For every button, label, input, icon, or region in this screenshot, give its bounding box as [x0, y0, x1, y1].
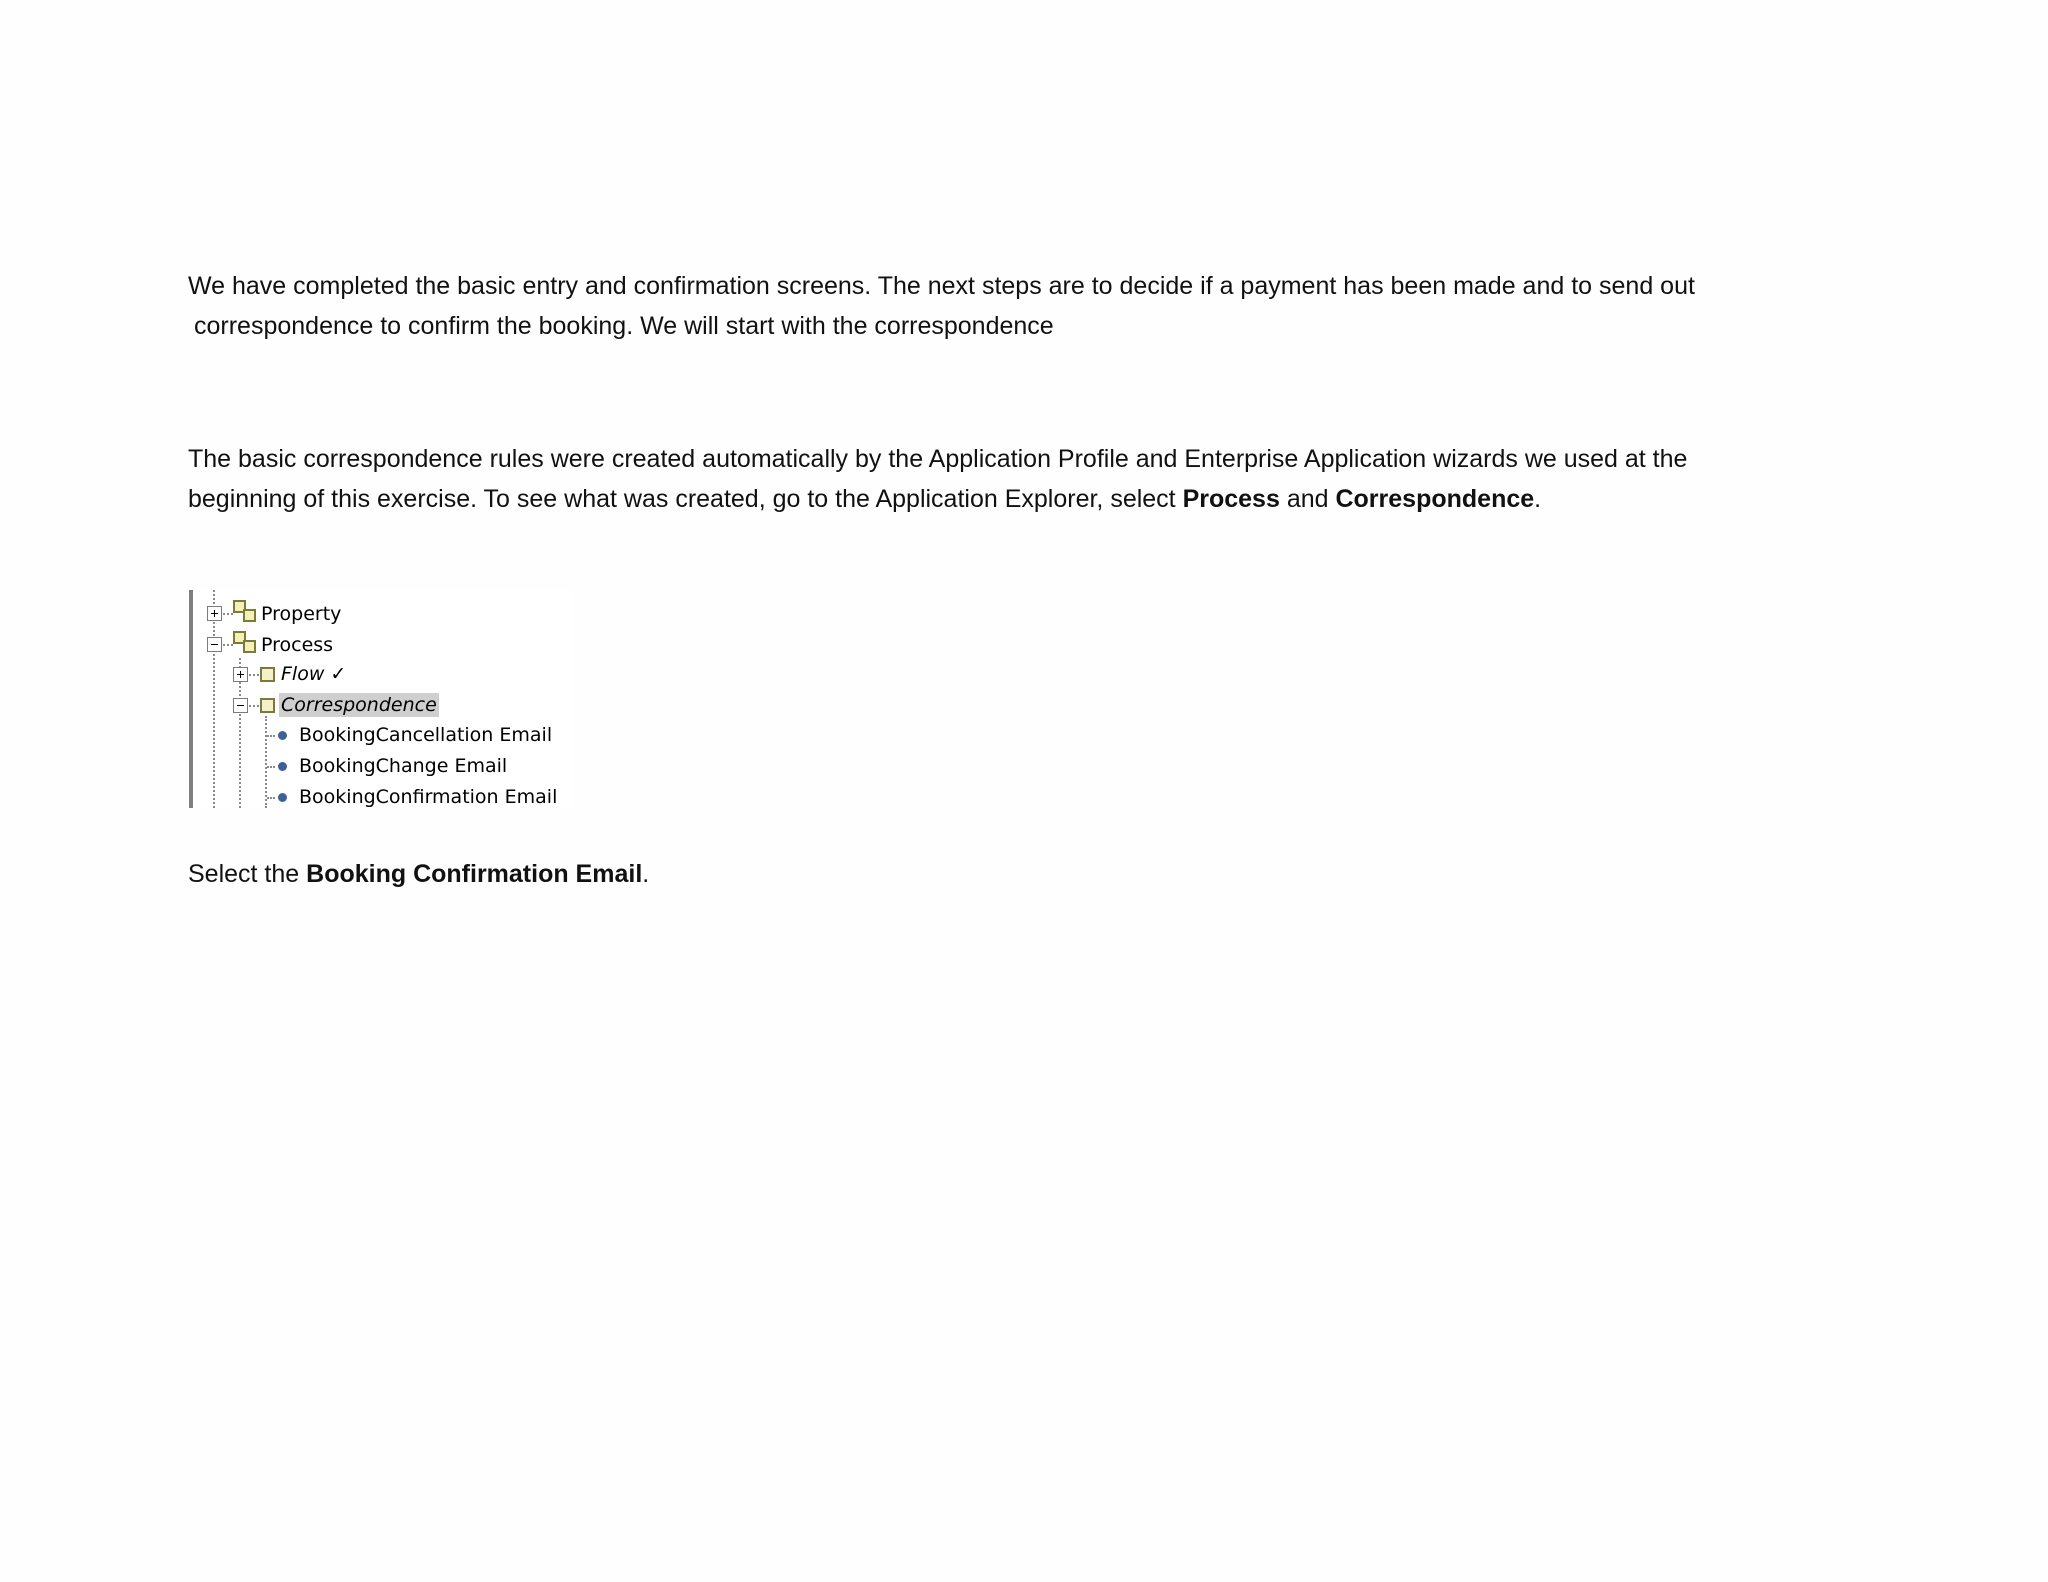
- intro-line-2: correspondence to confirm the booking. We will start with the correspondence: [194, 312, 1054, 340]
- property-folder-icon: [233, 600, 257, 622]
- collapse-correspondence-icon[interactable]: [233, 698, 248, 713]
- tree-guide-root: [213, 590, 215, 808]
- process-bold: Process: [1182, 485, 1280, 513]
- tree-item-flow[interactable]: [281, 662, 346, 686]
- tree-connector: [249, 674, 259, 676]
- checkmark-icon: ✓: [330, 663, 347, 685]
- tree-connector: [223, 644, 233, 646]
- flow-label: Flow: [281, 663, 325, 685]
- tree-item-booking-change[interactable]: BookingChange Email: [299, 755, 508, 777]
- period-text: .: [1534, 485, 1542, 513]
- intro-line-1: We have completed the basic entry and confirmation screens. The next steps are to decide if a payment has been made and to send out: [188, 272, 1695, 300]
- tree-guide-correspondence: [265, 716, 267, 808]
- correspondence-bold: Correspondence: [1335, 485, 1535, 513]
- application-explorer-tree: [189, 590, 573, 808]
- intro-paragraph: [188, 266, 1888, 346]
- process-folder-icon: [233, 631, 257, 653]
- tree-item-process[interactable]: Process: [261, 634, 334, 656]
- rule-bullet-icon: [278, 762, 287, 771]
- tree-connector: [223, 613, 233, 615]
- and-text: and: [1279, 485, 1336, 513]
- collapse-process-icon[interactable]: [207, 637, 222, 652]
- tree-connector: [267, 797, 275, 799]
- rule-bullet-icon: [278, 731, 287, 740]
- tree-item-correspondence[interactable]: Correspondence: [281, 694, 437, 716]
- correspondence-line-1: The basic correspondence rules were created automatically by the Application Profile and Enterprise Application wizards we used at the: [188, 445, 1688, 473]
- select-suffix: .: [642, 860, 650, 888]
- tree-item-booking-confirmation[interactable]: BookingConfirmation Email: [299, 786, 558, 808]
- rule-bullet-icon: [278, 793, 287, 802]
- tree-connector: [249, 705, 259, 707]
- flow-class-icon: [260, 667, 275, 682]
- tree-connector: [267, 766, 275, 768]
- booking-confirmation-bold: Booking Confirmation Email: [306, 860, 643, 888]
- expand-property-icon[interactable]: [207, 606, 222, 621]
- select-prefix: Select the: [188, 860, 307, 888]
- tree-connector: [267, 735, 275, 737]
- correspondence-line-2: beginning of this exercise. To see what was created, go to the Application Explorer, select: [188, 485, 1183, 513]
- select-instruction: [188, 854, 1888, 894]
- correspondence-paragraph: [188, 439, 1888, 519]
- tree-item-booking-cancellation[interactable]: BookingCancellation Email: [299, 724, 553, 746]
- correspondence-class-icon: [260, 698, 275, 713]
- expand-flow-icon[interactable]: [233, 667, 248, 682]
- tree-item-property[interactable]: Property: [261, 603, 342, 625]
